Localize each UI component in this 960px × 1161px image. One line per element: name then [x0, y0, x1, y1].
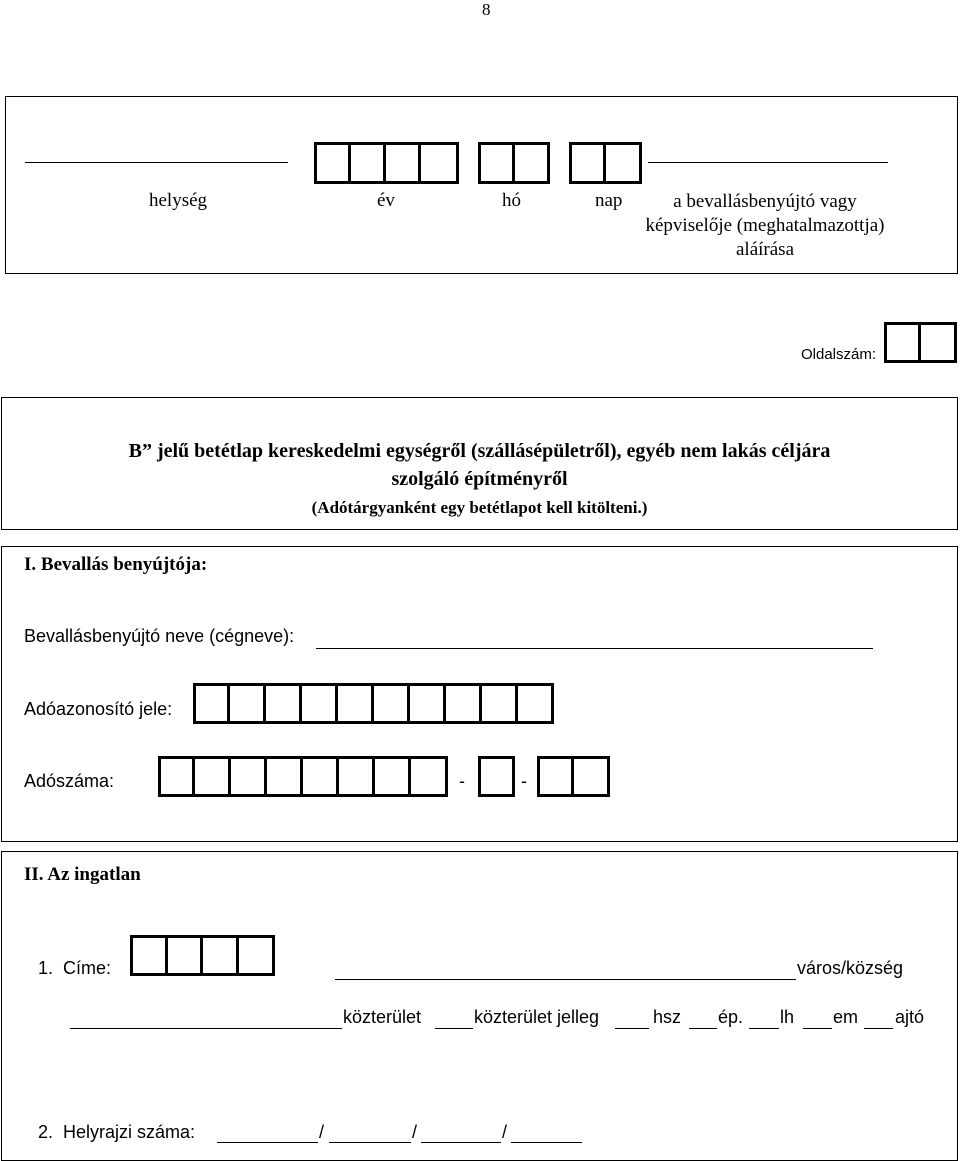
- signature-caption-line3: aláírása: [735, 239, 794, 260]
- page-digit-box[interactable]: [884, 322, 921, 363]
- address-label: 1. Címe:: [38, 958, 112, 978]
- tax-id-boxes[interactable]: [193, 683, 554, 724]
- signature-caption-line2: képviselője (meghatalmazottja): [645, 215, 885, 236]
- year-boxes[interactable]: [314, 142, 459, 184]
- parcel-label: 2. Helyrajzi száma:: [38, 1122, 196, 1142]
- month-digit-box[interactable]: [478, 142, 515, 184]
- street-label: közterület: [343, 1007, 422, 1027]
- parcel-separator: /: [319, 1122, 325, 1142]
- tax-id-digit-box[interactable]: [302, 683, 338, 724]
- parcel-line-2[interactable]: [329, 1142, 411, 1143]
- building-line[interactable]: [689, 1028, 717, 1029]
- signature-caption: [600, 190, 930, 262]
- month-label: hó: [502, 190, 521, 211]
- tax-id-digit-box[interactable]: [266, 683, 302, 724]
- parcel-line-3[interactable]: [421, 1142, 501, 1143]
- year-digit-box[interactable]: [314, 142, 351, 184]
- day-boxes[interactable]: [569, 142, 642, 184]
- floor-label: em: [833, 1007, 859, 1027]
- tax-number-boxes[interactable]: [158, 756, 448, 797]
- house-number-label: hsz: [653, 1007, 682, 1027]
- form-subtitle: (Adótárgyanként egy betétlapot kell kitölteni.): [311, 498, 648, 517]
- postal-code-digit-box[interactable]: [203, 935, 239, 976]
- tax-number-digit-box[interactable]: [303, 756, 339, 797]
- form-title: [1, 437, 958, 493]
- tax-number-digit-box[interactable]: [267, 756, 303, 797]
- month-boxes[interactable]: [478, 142, 550, 184]
- parcel-separator: /: [412, 1122, 418, 1142]
- street-type-label: közterület jelleg: [474, 1007, 600, 1027]
- parcel-separator: /: [502, 1122, 508, 1142]
- tax-number-digit-box[interactable]: [158, 756, 195, 797]
- county-code-digit-box[interactable]: [574, 756, 610, 797]
- page-field-label: Oldalszám:: [801, 346, 877, 363]
- signature-line[interactable]: [648, 162, 888, 163]
- tax-id-digit-box[interactable]: [482, 683, 518, 724]
- door-label: ajtó: [895, 1007, 925, 1027]
- tax-id-digit-box[interactable]: [518, 683, 554, 724]
- page-count-boxes[interactable]: [884, 322, 957, 363]
- county-code-digit-box[interactable]: [537, 756, 574, 797]
- tax-id-digit-box[interactable]: [230, 683, 266, 724]
- tax-number-dash: -: [459, 771, 465, 791]
- tax-number-digit-box[interactable]: [375, 756, 411, 797]
- parcel-line-1[interactable]: [217, 1142, 318, 1143]
- day-label: nap: [595, 190, 623, 211]
- tax-number-digit-box[interactable]: [231, 756, 267, 797]
- tax-id-digit-box[interactable]: [338, 683, 374, 724]
- postal-code-digit-box[interactable]: [239, 935, 275, 976]
- page-number: 8: [482, 0, 491, 19]
- section1-heading: I. Bevallás benyújtója:: [24, 554, 208, 575]
- city-line[interactable]: [335, 979, 796, 980]
- staircase-label: lh: [780, 1007, 795, 1027]
- postal-code-digit-box[interactable]: [168, 935, 203, 976]
- day-digit-box[interactable]: [569, 142, 606, 184]
- tax-id-digit-box[interactable]: [193, 683, 230, 724]
- tax-id-digit-box[interactable]: [410, 683, 446, 724]
- place-line[interactable]: [25, 162, 288, 163]
- tax-number-label: Adószáma:: [24, 771, 115, 791]
- year-digit-box[interactable]: [421, 142, 459, 184]
- building-label: ép.: [718, 1007, 744, 1027]
- floor-line[interactable]: [803, 1028, 832, 1029]
- tax-id-digit-box[interactable]: [374, 683, 410, 724]
- vat-code-digit-box[interactable]: [478, 756, 515, 797]
- tax-number-digit-box[interactable]: [339, 756, 375, 797]
- signature-caption-line1: a bevallásbenyújtó vagy: [673, 191, 857, 212]
- street-type-line[interactable]: [435, 1028, 473, 1029]
- name-label: Bevallásbenyújtó neve (cégneve):: [24, 626, 295, 646]
- year-digit-box[interactable]: [386, 142, 421, 184]
- section2-frame: [1, 851, 958, 1161]
- year-label: év: [377, 190, 395, 211]
- city-label: város/község: [797, 958, 904, 978]
- street-line[interactable]: [70, 1028, 342, 1029]
- postal-code-digit-box[interactable]: [130, 935, 168, 976]
- house-number-line[interactable]: [615, 1028, 649, 1029]
- postal-code-boxes[interactable]: [130, 935, 275, 976]
- county-code-boxes[interactable]: [537, 756, 610, 797]
- year-digit-box[interactable]: [351, 142, 386, 184]
- name-line[interactable]: [316, 648, 873, 649]
- day-digit-box[interactable]: [606, 142, 642, 184]
- tax-number-dash: -: [521, 771, 527, 791]
- tax-id-digit-box[interactable]: [446, 683, 482, 724]
- month-digit-box[interactable]: [515, 142, 550, 184]
- form-title-line2: szolgáló építményről: [391, 468, 568, 490]
- place-label: helység: [149, 190, 208, 211]
- parcel-line-4[interactable]: [511, 1142, 582, 1143]
- form-title-line1: B” jelű betétlap kereskedelmi egységről (szállásépületről), egyéb nem lakás céljára: [128, 440, 831, 462]
- tax-number-digit-box[interactable]: [411, 756, 448, 797]
- tax-number-digit-box[interactable]: [195, 756, 231, 797]
- staircase-line[interactable]: [749, 1028, 779, 1029]
- door-line[interactable]: [864, 1028, 893, 1029]
- page-digit-box[interactable]: [921, 322, 957, 363]
- tax-id-label: Adóazonosító jele:: [24, 699, 173, 719]
- section2-heading: II. Az ingatlan: [24, 864, 141, 885]
- vat-code-box[interactable]: [478, 756, 515, 797]
